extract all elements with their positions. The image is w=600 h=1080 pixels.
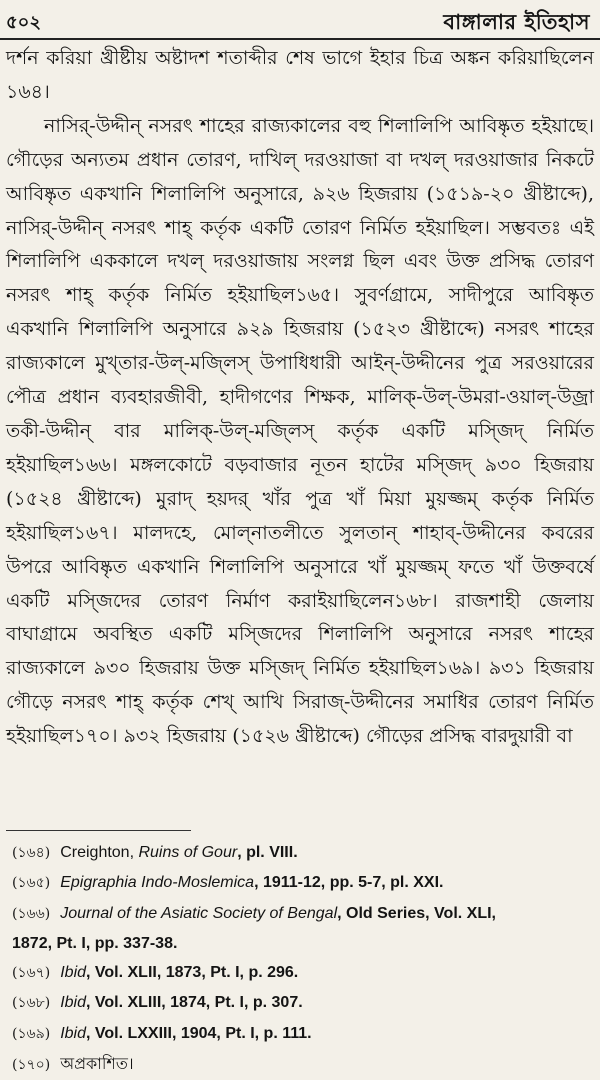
footnote bbox=[12, 1049, 592, 1080]
footnote-title: Epigraphia Indo-Moslemica bbox=[60, 874, 255, 892]
footnote-title: Ibid bbox=[60, 964, 87, 982]
page-header bbox=[0, 0, 600, 44]
footnote-title: Ruins of Gour bbox=[138, 844, 238, 861]
footnote bbox=[12, 988, 592, 1018]
footnote-detail: , 1911-12, pp. 5-7, pl. XXI. bbox=[254, 874, 444, 892]
footnote bbox=[12, 1019, 592, 1049]
footnote-number: (১৬৭) bbox=[12, 965, 51, 982]
paragraph: দর্শন করিয়া খ্রীষ্টীয় অষ্টাদশ শতাব্দীর শেষ ভাগে ইহার চিত্র অঙ্কন করিয়াছিলেন ১৬৪। bbox=[6, 47, 594, 103]
footnote-number: (১৬৮) bbox=[12, 995, 51, 1012]
footnote-author: Creighton, bbox=[60, 844, 139, 861]
footnote-continuation: 1872, Pt. I, pp. 337-38. bbox=[12, 934, 178, 952]
footnote bbox=[12, 868, 592, 898]
footnote-detail: , Vol. XLIII, 1874, Pt. I, p. 307. bbox=[86, 994, 303, 1012]
footnote-number: (১৬৬) bbox=[12, 905, 51, 922]
footnote-number: (১৬৪) bbox=[12, 845, 51, 861]
header-rule bbox=[0, 38, 600, 40]
footnote-number: (১৭০) bbox=[12, 1057, 51, 1074]
footnotes bbox=[12, 838, 592, 1080]
footnote-number: (১৬৯) bbox=[12, 1025, 51, 1042]
main-text bbox=[6, 42, 594, 754]
footnote-title: Ibid bbox=[60, 994, 86, 1012]
footnote-detail: , Vol. LXXIII, 1904, Pt. I, p. 111. bbox=[86, 1024, 312, 1042]
footnote bbox=[12, 958, 592, 988]
footnote-detail: , pl. VIII. bbox=[237, 844, 298, 861]
footnote-title: Ibid bbox=[60, 1024, 86, 1042]
running-title: বাঙ্গালার ইতিহাস bbox=[443, 9, 590, 34]
footnote-detail: , Old Series, Vol. XLI, bbox=[337, 904, 496, 922]
footnote-title: Journal of the Asiatic Society of Bengal bbox=[60, 904, 338, 922]
page-number: ৫০২ bbox=[6, 12, 42, 33]
footnote bbox=[12, 838, 592, 868]
footnote-number: (১৬৫) bbox=[12, 875, 51, 892]
footnote-text: অপ্রকাশিত। bbox=[60, 1054, 134, 1074]
paragraph: নাসির্-উদ্দীন্ নসরৎ শাহের রাজ্যকালের বহু শিলালিপি আবিষ্কৃত হইয়াছে। গৌড়ের অন্যতম প্রধান তোরণ, দাখিল্ দরওয়াজা বা দখল্ দরওয়াজার নিকটে আবিষ্কৃত একখানি শিলালিপি অনুসারে, ৯২৬ হিজরায় (১৫১৯-২০ খ্রীষ্টাব্দে), নাসির্-উদ্দীন্ নসরৎ শাহ্ কর্তৃক একটি তোরণ নির্মিত হইয়াছিল। সম্ভবতঃ এই শিলালিপি এককালে দখল্ দরওয়াজায় সংলগ্ন ছিল এবং উক্ত প্রসিদ্ধ তোরণ নসরৎ শাহ্ কর্তৃক নির্মিত হইয়াছিল১৬৫। সুবর্ণগ্রামে, সাদীপুরে আবিষ্কৃত একখানি শিলালিপি অনুসারে ৯২৯ হিজরায় (১৫২৩ খ্রীষ্টাব্দে) নসরৎ শাহের রাজ্যকালে মুখ্তার-উল্-মজ্লিস্ উপাধিধারী আইন্-উদ্দীনের পুত্র সরওয়ারের পৌত্র প্রধান ব্যবহারজীবী, হাদীগণের শিক্ষক, মালিক্-উল্-উমরা-ওয়াল্-উজ্রা তকী-উদ্দীন্ বার মালিক্-উল্-মজ্লিস্ কর্তৃক একটি মস্জিদ্ নির্মিত হইয়াছিল১৬৬। মঙ্গলকোটে বড়বাজার নূতন হাটের মস্জিদ্ ৯৩০ হিজরায় (১৫২৪ খ্রীষ্টাব্দে) মুরাদ্ হয়দর্ খাঁর পুত্র খাঁ মিয়া মুয়জ্জম্ কর্তৃক নির্মিত হইয়াছিল১৬৭। মালদহে, মোল্নাতলীতে সুলতান্ শাহাব্-উদ্দীনের কবরের উপরে আবিষ্কৃত একখানি শিলালিপি অনুসারে খাঁ মুয়জ্জম্ ফতে খাঁ উক্তবর্ষে একটি মস্জিদের তোরণ নির্মাণ করাইয়াছিলেন১৬৮। রাজশাহী জেলায় বাঘাগ্রামে অবস্থিত একটি মস্জিদের শিলালিপি অনুসারে নসরৎ শাহের রাজ্যকালে ৯৩০ হিজরায় উক্ত মস্জিদ্ নির্মিত হইয়াছিল১৬৯। ৯৩১ হিজরায় গৌড়ে নসরৎ শাহ্ কর্তৃক শেখ্ আখি সিরাজ্-উদ্দীনের সমাধির তোরণ নির্মিত হইয়াছিল১৭০। ৯৩২ হিজরায় (১৫২৬ খ্রীষ্টাব্দে) গৌড়ের প্রসিদ্ধ বারদুয়ারী বা bbox=[6, 114, 594, 748]
footnote bbox=[12, 899, 592, 959]
footnote-rule bbox=[6, 830, 191, 831]
footnote-detail: , Vol. XLII, 1873, Pt. I, p. 296. bbox=[86, 964, 299, 982]
